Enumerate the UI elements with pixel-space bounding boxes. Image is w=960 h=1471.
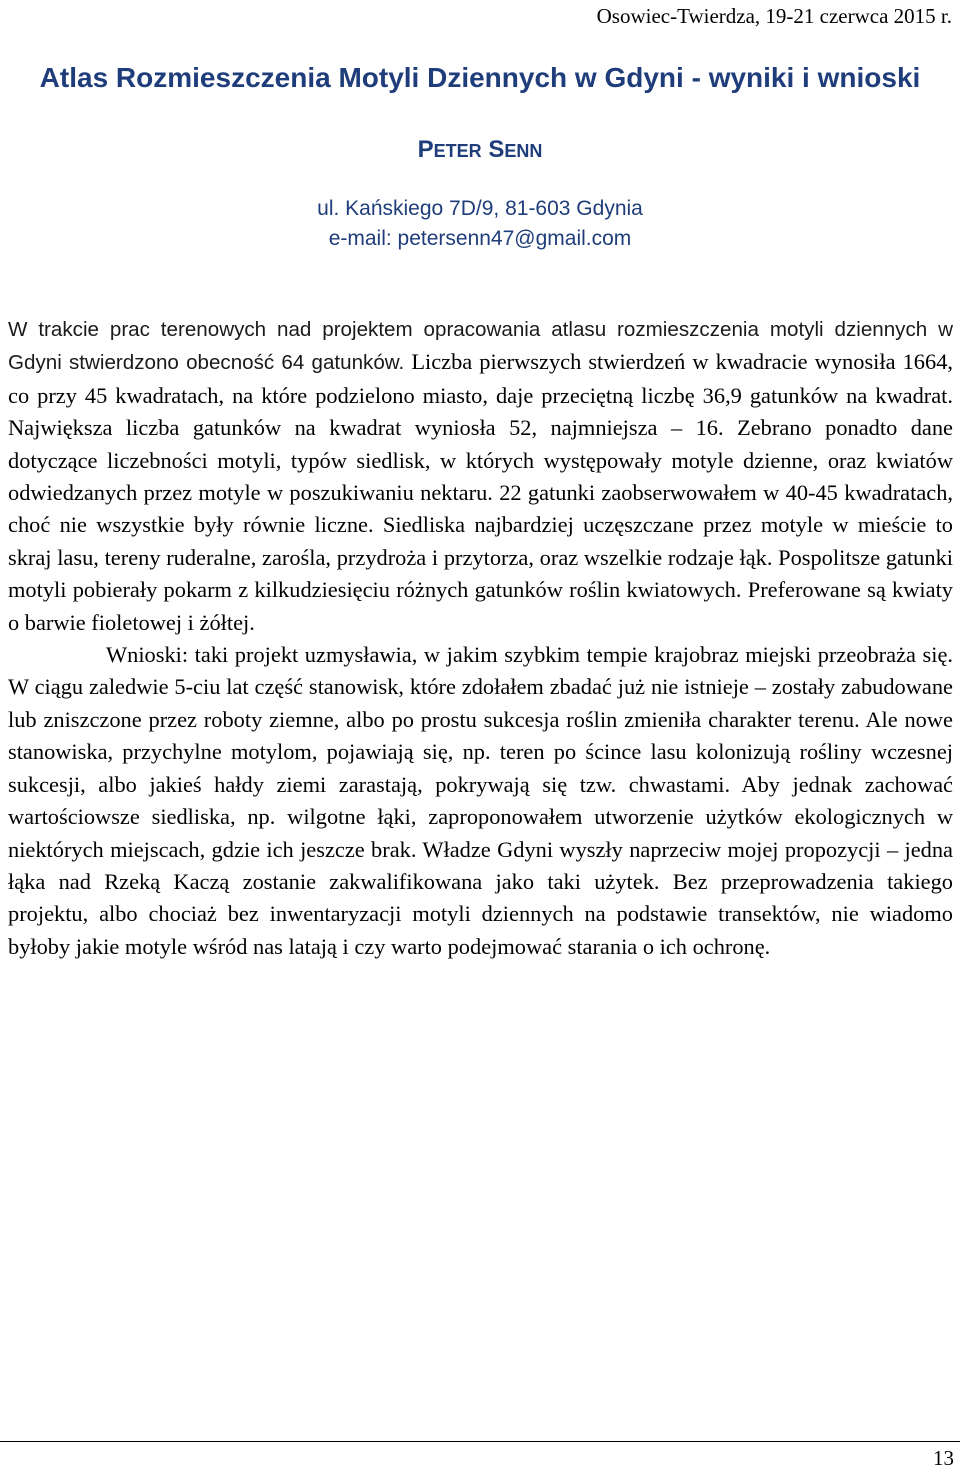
author-last-initial: S [488,136,505,163]
author-email: e-mail: petersenn47@gmail.com [328,227,632,250]
author-first-rest: ETER [433,141,482,161]
author-first-initial: P [417,136,434,163]
abstract [8,313,953,963]
author-address: ul. Kańskiego 7D/9, 81-603 Gdynia [317,197,643,220]
author-affiliation [0,194,960,254]
author-last-rest: ENN [504,141,543,161]
abstract-paragraph-1-body: Liczba pierwszych stwierdzeń w kwadracie wynosiła 1664, co przy 45 kwadratach, na które podzielono miasto, daje przeciętną liczbę 36,9 gatunków na kwadrat. Największa liczba gatunków na kwadrat wyniosła 52, najmniejsza – 16. Zebrano ponadto dane dotyczące liczebności motyli, typów siedlisk, w których występowały motyle dzienne, oraz kwiatów odwiedzanych przez motyle w poszukiwaniu nektaru. 22 gatunki zaobserwowałem w 40-45 kwadratach, choć nie wszystkie były równie liczne. Siedliska najbardziej uczęszczane przez motyle w mieście to skraj lasu, tereny ruderalne, zarośla, przydroża i przytorza, oraz wszelkie rodzaje łąk. Pospolitsze gatunki motyli pobierały pokarm z kilkudziesięciu różnych gatunków roślin kwiatowych. Preferowane są kwiaty o barwie fioletowej i żółtej. [8,349,953,635]
page-number: 13 [933,1446,954,1470]
conference-header: Osowiec-Twierdza, 19-21 czerwca 2015 r. [596,4,952,28]
abstract-paragraph-2: Wnioski: taki projekt uzmysławia, w jakim szybkim tempie krajobraz miejski przeobraża się. W ciągu zaledwie 5-ciu lat część stanowisk, które zdołałem zbadać już nie istnieje – zostały zabudowane lub zniszczone przez roboty ziemne, albo po prostu sukcesja roślin zmieniła charakter terenu. Ale nowe stanowiska, przychylne motylom, pojawiają się, np. teren po ścince lasu kolonizują rośliny wczesnej sukcesji, albo jakieś hałdy ziemi zarastają, pokrywają się tzw. chwastami. Aby jednak zachować wartościowsze siedliska, np. wilgotne łąki, zaproponowałem utworzenie użytków ekologicznych w niektórych miejscach, gdzie ich jeszcze brak. Władze Gdyni wyszły naprzeciw mojej propozycji – jedna łąka nad Rzeką Kaczą zostanie zakwalifikowana jako taki użytek. Bez przeprowadzenia takiego projektu, albo chociaż bez inwentaryzacji motyli dziennych na podstawie transektów, nie wiadomo byłoby jakie motyle wśród nas latają i czy warto podejmować starania o ich ochronę. [8,642,953,959]
author-name [0,136,960,164]
article-title: Atlas Rozmieszczenia Motyli Dziennych w Gdyni - wyniki i wnioski [39,62,921,93]
footer-rule [0,1441,960,1442]
abstract-paragraph-1 [8,313,953,639]
abstract-intro: W trakcie prac terenowych nad projektem opracowania atlasu rozmieszczenia motyli dziennych w Gdyni stwierdzono obecność 64 gatunków. [8,318,953,375]
